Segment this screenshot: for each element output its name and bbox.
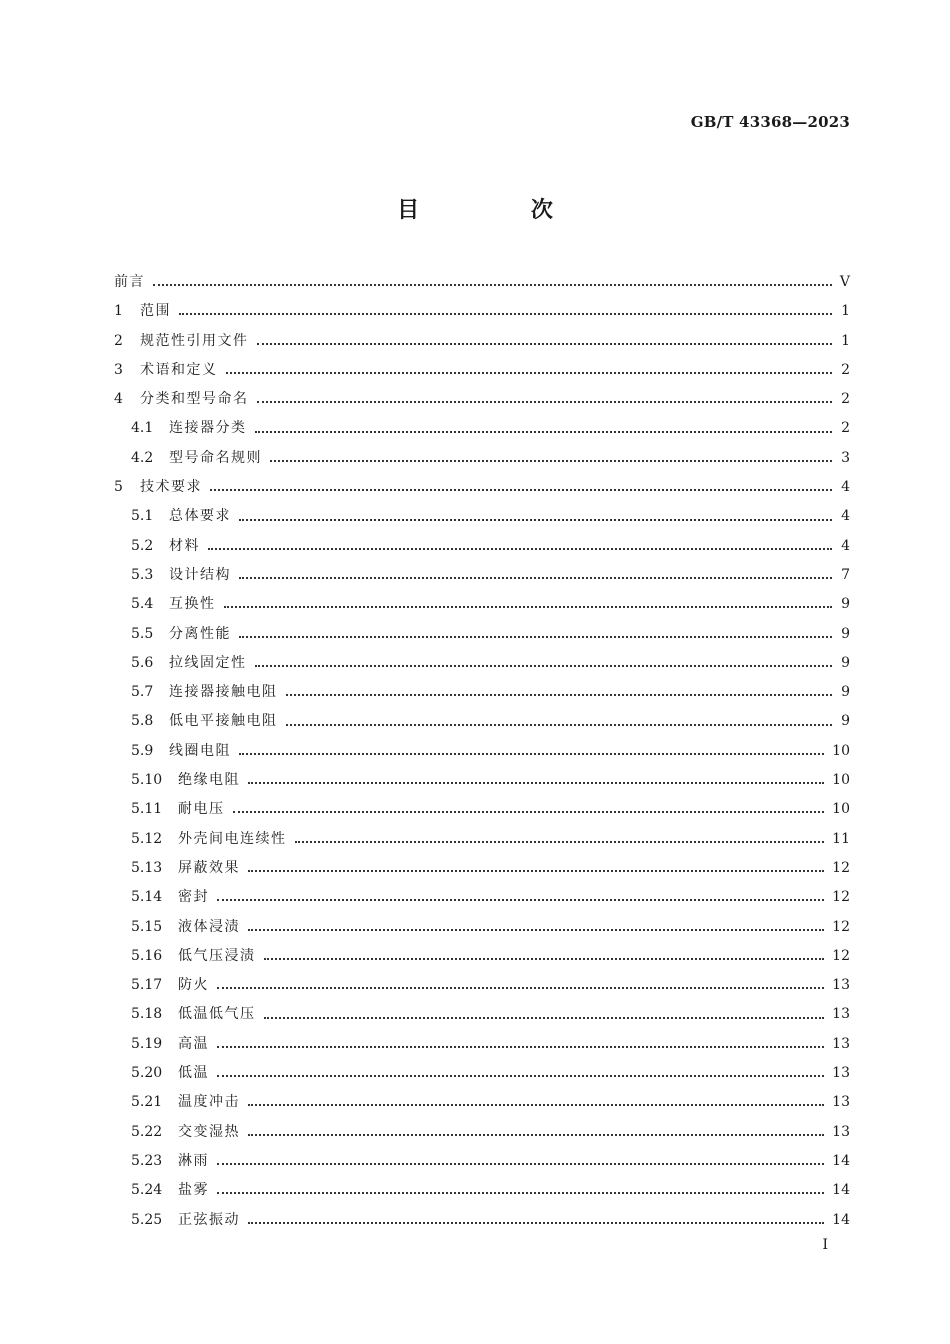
toc-entry-number: 4 (114, 391, 123, 408)
toc-dot-leader (226, 371, 833, 374)
toc-entry[interactable] (114, 913, 850, 942)
toc-entry-page: 1 (841, 332, 850, 349)
toc-entry[interactable] (114, 1118, 850, 1147)
toc-dot-leader (248, 928, 824, 931)
toc-entry-label: 低电平接触电阻 (169, 713, 278, 730)
toc-entry-page: 9 (841, 625, 850, 642)
toc-entry-page: 10 (832, 742, 850, 759)
toc-dot-leader (248, 1103, 824, 1106)
toc-entry-label: 互换性 (169, 596, 216, 613)
toc-entry-page: 13 (832, 1006, 850, 1023)
toc-entry-label: 型号命名规则 (169, 449, 262, 466)
toc-dot-leader (239, 635, 832, 638)
toc-entry-number: 5.5 (131, 625, 154, 642)
toc-entry-number: 5.17 (131, 977, 163, 994)
toc-entry-number: 5.10 (131, 772, 163, 789)
toc-entry-label: 密封 (178, 889, 209, 906)
toc-entry-number: 2 (114, 332, 123, 349)
toc-entry-number: 5.19 (131, 1035, 163, 1052)
toc-entry-label: 设计结构 (169, 566, 231, 583)
toc-entry-number: 5.14 (131, 889, 163, 906)
toc-entry-number: 5.11 (131, 801, 163, 818)
toc-entry-page: 9 (841, 654, 850, 671)
toc-dot-leader (217, 1162, 824, 1165)
toc-entry-label: 交变湿热 (178, 1123, 240, 1140)
toc-entry-number: 4.1 (131, 420, 154, 437)
toc-dot-leader (153, 283, 832, 286)
toc-entry-label: 正弦振动 (178, 1211, 240, 1228)
toc-entry-number: 5.16 (131, 947, 163, 964)
toc-dot-leader (208, 547, 832, 550)
toc-entry-page: 12 (832, 918, 850, 935)
toc-entry[interactable] (114, 971, 850, 1000)
toc-entry-number: 5.18 (131, 1006, 163, 1023)
toc-entry-page: V (839, 274, 850, 290)
toc-entry[interactable] (114, 883, 850, 912)
toc-entry-label: 术语和定义 (140, 361, 218, 378)
toc-entry-number: 5.6 (131, 654, 154, 671)
toc-entry[interactable] (114, 327, 850, 356)
toc-entry[interactable] (114, 297, 850, 326)
toc-dot-leader (179, 312, 832, 315)
toc-dot-leader (248, 1133, 824, 1136)
toc-entry[interactable] (114, 1206, 850, 1235)
toc-entry-page: 4 (841, 537, 850, 554)
toc-entry[interactable] (114, 414, 850, 443)
toc-entry-label: 屏蔽效果 (178, 859, 240, 876)
toc-entry-page: 2 (841, 391, 850, 408)
toc-entry[interactable] (114, 942, 850, 971)
toc-dot-leader (257, 400, 833, 403)
toc-entry-number: 5.3 (131, 566, 154, 583)
toc-entry-number: 5.12 (131, 830, 163, 847)
toc-entry-page: 14 (832, 1182, 850, 1199)
toc-entry-label: 规范性引用文件 (140, 332, 249, 349)
toc-entry[interactable] (114, 502, 850, 531)
toc-entry[interactable] (114, 1088, 850, 1117)
toc-entry-label: 线圈电阻 (169, 742, 231, 759)
toc-dot-leader (264, 957, 825, 960)
toc-entry[interactable] (114, 678, 850, 707)
toc-dot-leader (239, 518, 832, 521)
toc-entry-page: 13 (832, 1065, 850, 1082)
toc-entry-label: 液体浸渍 (178, 918, 240, 935)
toc-entry-number: 3 (114, 361, 123, 378)
toc-entry-number: 5.25 (131, 1211, 163, 1228)
toc-dot-leader (217, 898, 824, 901)
toc-entry-label: 外壳间电连续性 (178, 830, 287, 847)
toc-entry-page: 2 (841, 420, 850, 437)
toc-entry[interactable] (114, 561, 850, 590)
toc-dot-leader (255, 664, 833, 667)
toc-entry-label: 盐雾 (178, 1182, 209, 1199)
toc-dot-leader (239, 752, 824, 755)
toc-entry[interactable] (114, 649, 850, 678)
toc-entry-number: 5.21 (131, 1094, 163, 1111)
toc-entry-number: 5.9 (131, 742, 154, 759)
toc-entry-label: 拉线固定性 (169, 654, 247, 671)
toc-entry-label: 技术要求 (140, 479, 202, 496)
toc-entry-page: 14 (832, 1152, 850, 1169)
toc-entry-label: 绝缘电阻 (178, 772, 240, 789)
toc-entry-number: 1 (114, 303, 123, 320)
page-number: I (822, 1237, 828, 1253)
table-of-contents (114, 268, 850, 1235)
toc-entry-number: 5.20 (131, 1065, 163, 1082)
page-title: 目 次 (397, 198, 605, 223)
toc-entry[interactable] (114, 590, 850, 619)
toc-entry-page: 12 (832, 889, 850, 906)
toc-entry-page: 9 (841, 684, 850, 701)
toc-entry-number: 5 (114, 479, 123, 496)
toc-entry-page: 13 (832, 977, 850, 994)
toc-entry-label: 前言 (114, 274, 145, 290)
toc-entry-page: 13 (832, 1123, 850, 1140)
toc-entry[interactable] (114, 707, 850, 736)
toc-dot-leader (217, 1074, 824, 1077)
toc-dot-leader (248, 781, 824, 784)
toc-dot-leader (248, 869, 824, 872)
toc-entry-label: 低温 (178, 1065, 209, 1082)
toc-entry-label: 范围 (140, 303, 171, 320)
toc-entry[interactable] (114, 737, 850, 766)
toc-entry[interactable] (114, 766, 850, 795)
toc-entry[interactable] (114, 444, 850, 473)
standard-code: GB/T 43368—2023 (690, 113, 850, 131)
toc-entry-number: 5.15 (131, 918, 163, 935)
toc-entry-page: 3 (841, 449, 850, 466)
toc-entry-number: 5.22 (131, 1123, 163, 1140)
toc-entry-label: 高温 (178, 1035, 209, 1052)
toc-entry-label: 连接器分类 (169, 420, 247, 437)
toc-entry-label: 总体要求 (169, 508, 231, 525)
toc-entry-page: 12 (832, 859, 850, 876)
toc-entry-page: 10 (832, 772, 850, 789)
toc-dot-leader (257, 342, 833, 345)
toc-dot-leader (217, 1191, 824, 1194)
toc-dot-leader (210, 488, 832, 491)
toc-entry-number: 5.2 (131, 537, 154, 554)
toc-dot-leader (255, 430, 833, 433)
toc-dot-leader (286, 693, 833, 696)
toc-entry-label: 淋雨 (178, 1152, 209, 1169)
toc-dot-leader (264, 1016, 825, 1019)
toc-dot-leader (233, 810, 825, 813)
toc-entry[interactable] (114, 1000, 850, 1029)
toc-entry-page: 2 (841, 361, 850, 378)
toc-entry-label: 分离性能 (169, 625, 231, 642)
toc-entry-page: 9 (841, 596, 850, 613)
toc-entry-number: 4.2 (131, 449, 154, 466)
toc-entry-label: 防火 (178, 977, 209, 994)
toc-entry-number: 5.1 (131, 508, 154, 525)
toc-entry-page: 10 (832, 801, 850, 818)
toc-dot-leader (217, 986, 824, 989)
toc-entry-page: 7 (841, 566, 850, 583)
toc-entry-label: 耐电压 (178, 801, 225, 818)
toc-entry[interactable] (114, 620, 850, 649)
toc-entry-page: 12 (832, 947, 850, 964)
toc-entry[interactable] (114, 825, 850, 854)
toc-entry-page: 4 (841, 479, 850, 496)
toc-entry[interactable] (114, 385, 850, 414)
toc-dot-leader (248, 1221, 824, 1224)
toc-entry[interactable] (114, 854, 850, 883)
toc-entry-label: 温度冲击 (178, 1094, 240, 1111)
toc-entry-label: 分类和型号命名 (140, 391, 249, 408)
toc-entry-number: 5.24 (131, 1182, 163, 1199)
toc-entry[interactable] (114, 1147, 850, 1176)
toc-dot-leader (270, 459, 832, 462)
toc-entry-number: 5.8 (131, 713, 154, 730)
toc-entry-page: 9 (841, 713, 850, 730)
toc-entry[interactable] (114, 1176, 850, 1205)
toc-dot-leader (224, 605, 833, 608)
toc-entry-number: 5.7 (131, 684, 154, 701)
toc-entry-label: 低气压浸渍 (178, 947, 256, 964)
toc-entry-number: 5.4 (131, 596, 154, 613)
toc-entry-page: 1 (841, 303, 850, 320)
toc-dot-leader (286, 723, 833, 726)
toc-entry[interactable] (114, 532, 850, 561)
toc-entry-page: 14 (832, 1211, 850, 1228)
toc-entry-label: 连接器接触电阻 (169, 684, 278, 701)
toc-entry[interactable] (114, 1030, 850, 1059)
toc-dot-leader (295, 840, 825, 843)
toc-entry[interactable] (114, 795, 850, 824)
toc-entry[interactable] (114, 1059, 850, 1088)
toc-entry[interactable] (114, 356, 850, 385)
toc-entry-label: 低温低气压 (178, 1006, 256, 1023)
toc-entry[interactable] (114, 268, 850, 297)
toc-dot-leader (217, 1045, 824, 1048)
toc-entry-page: 11 (832, 830, 850, 847)
toc-entry-page: 13 (832, 1094, 850, 1111)
toc-dot-leader (239, 576, 832, 579)
toc-entry-page: 4 (841, 508, 850, 525)
toc-entry-page: 13 (832, 1035, 850, 1052)
toc-entry-label: 材料 (169, 537, 200, 554)
toc-entry-number: 5.23 (131, 1152, 163, 1169)
toc-entry-number: 5.13 (131, 859, 163, 876)
toc-entry[interactable] (114, 473, 850, 502)
